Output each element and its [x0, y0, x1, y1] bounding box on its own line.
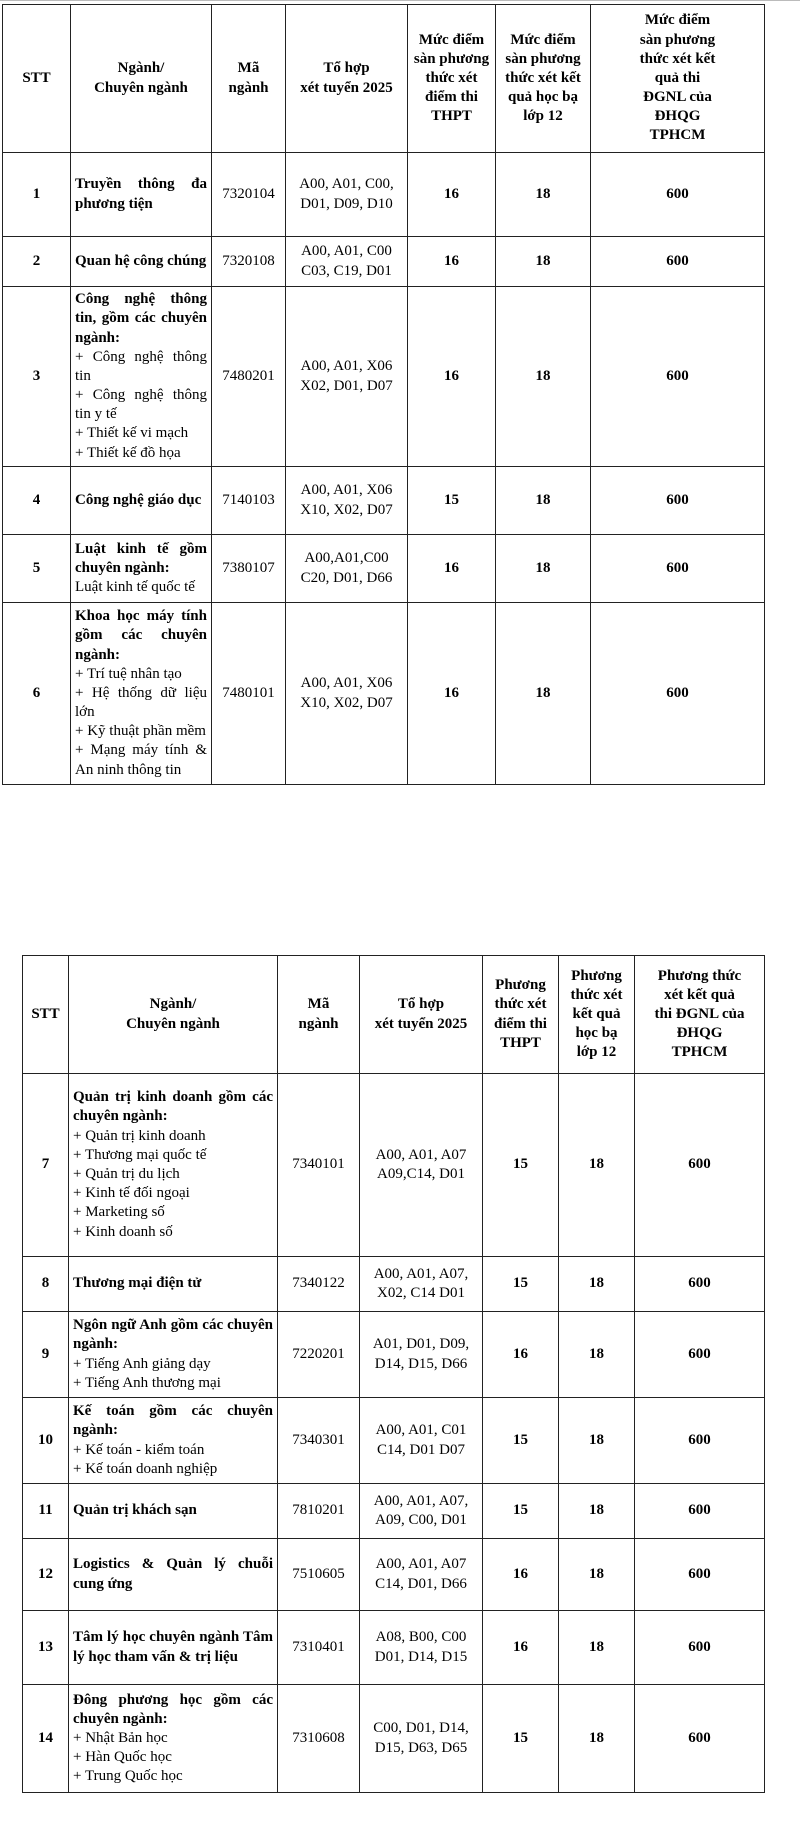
score-thpt: 15 — [483, 1484, 559, 1539]
specialization-item: Luật kinh tế quốc tế — [75, 579, 195, 596]
score-dgnl: 600 — [591, 535, 765, 603]
header-line: Ngành/ — [149, 996, 197, 1013]
combination-line: A00, A01, A07 — [375, 1556, 467, 1573]
header-line: học bạ — [575, 1025, 618, 1042]
row-number: 2 — [3, 237, 71, 287]
score-hocba: 18 — [559, 1074, 635, 1257]
header-line: Mức điểm — [418, 31, 485, 48]
header-major — [71, 5, 212, 153]
specialization-item: + Công nghệ thông tin — [75, 348, 207, 384]
major-code: 7140103 — [212, 467, 286, 535]
major-title: Ngôn ngữ Anh gồm các chuyên ngành: — [73, 1317, 273, 1353]
header-line: ĐHQG — [676, 1025, 723, 1042]
major-name-cell — [69, 1074, 278, 1257]
table-header-row — [23, 956, 765, 1074]
row-number: 9 — [23, 1312, 69, 1398]
specialization-item: + Kế toán - kiểm toán — [73, 1441, 205, 1458]
header-code — [278, 956, 360, 1074]
score-thpt: 15 — [408, 467, 496, 535]
major-name-cell — [69, 1484, 278, 1539]
header-stt: STT — [3, 5, 71, 153]
score-dgnl: 600 — [635, 1074, 765, 1257]
header-line: Phương — [571, 967, 622, 984]
combination-line: X10, X02, D07 — [300, 501, 393, 518]
header-line: Ngành/ — [117, 60, 165, 77]
major-code: 7480101 — [212, 603, 286, 785]
score-hocba: 18 — [496, 467, 591, 535]
score-hocba: 18 — [496, 287, 591, 467]
combination-line: A00, A01, X06 — [300, 358, 393, 375]
major-title: Đông phương học gồm các chuyên ngành: — [73, 1691, 273, 1727]
specialization-item: + Tiếng Anh thương mại — [73, 1374, 221, 1391]
table-header-row — [3, 5, 765, 153]
major-name-cell — [71, 535, 212, 603]
major-name-cell — [71, 153, 212, 237]
row-number: 6 — [3, 603, 71, 785]
table-row — [23, 1484, 765, 1539]
major-title: Kế toán gồm các chuyên ngành: — [73, 1403, 273, 1439]
header-line: thức xét — [570, 986, 623, 1003]
major-title: Truyền thông đa phương tiện — [75, 176, 207, 212]
header-line: Phương — [495, 977, 546, 994]
header-line: điểm thi — [425, 89, 478, 106]
specialization-item: + Kinh doanh số — [73, 1223, 173, 1240]
header-dgnl — [591, 5, 765, 153]
score-hocba: 18 — [559, 1398, 635, 1484]
header-line: TPHCM — [671, 1044, 728, 1061]
major-code: 7510605 — [278, 1539, 360, 1611]
major-code: 7320104 — [212, 153, 286, 237]
score-hocba: 18 — [496, 535, 591, 603]
combination-line: A08, B00, C00 — [375, 1629, 467, 1646]
header-major — [69, 956, 278, 1074]
subject-combination — [360, 1685, 483, 1793]
combination-line: A09,C14, D01 — [377, 1166, 465, 1182]
subject-combination — [360, 1312, 483, 1398]
table-row — [3, 467, 765, 535]
specialization-item: + Quản trị kinh doanh — [73, 1127, 206, 1144]
combination-line: X02, D01, D07 — [300, 377, 393, 394]
score-hocba: 18 — [559, 1539, 635, 1611]
header-line: Tổ hợp — [323, 60, 370, 77]
combination-line: D15, D63, D65 — [374, 1739, 468, 1756]
combination-line: C20, D01, D66 — [300, 569, 393, 586]
subject-combination — [360, 1074, 483, 1257]
specialization-item: + Trung Quốc học — [73, 1768, 183, 1785]
table-row — [3, 603, 765, 785]
score-thpt: 15 — [483, 1398, 559, 1484]
score-dgnl: 600 — [635, 1685, 765, 1793]
row-number: 4 — [3, 467, 71, 535]
header-dgnl — [635, 956, 765, 1074]
score-thpt: 16 — [408, 535, 496, 603]
specialization-item: + Tiếng Anh giảng dạy — [73, 1355, 211, 1372]
header-combo — [286, 5, 408, 153]
score-hocba: 18 — [559, 1312, 635, 1398]
combination-line: D01, D14, D15 — [374, 1648, 468, 1665]
table-row — [23, 1257, 765, 1312]
score-dgnl: 600 — [591, 237, 765, 287]
subject-combination — [286, 153, 408, 237]
header-line: thức xét kết — [639, 50, 716, 67]
header-line: thức xét — [425, 69, 478, 86]
score-dgnl: 600 — [591, 603, 765, 785]
table-row — [3, 287, 765, 467]
combination-line: A00, A01, C01 — [375, 1422, 467, 1439]
score-hocba: 18 — [496, 603, 591, 785]
row-number: 11 — [23, 1484, 69, 1539]
combination-line: X02, C14 D01 — [377, 1285, 465, 1301]
header-code: Mã ngành — [212, 5, 286, 153]
header-line: thức xét — [494, 996, 547, 1013]
specialization-item: + Hệ thống dữ liệu lớn — [75, 684, 207, 721]
major-title: Công nghệ giáo dục — [75, 491, 202, 508]
combination-line: A00,A01,C00 — [304, 550, 389, 567]
major-code: 7320108 — [212, 237, 286, 287]
subject-combination — [360, 1257, 483, 1312]
score-thpt: 15 — [483, 1257, 559, 1312]
table-row — [3, 153, 765, 237]
header-stt: STT — [23, 956, 69, 1074]
major-code: 7810201 — [278, 1484, 360, 1539]
specialization-item: + Kỹ thuật phần mềm — [75, 723, 206, 740]
combination-line: D14, D15, D66 — [374, 1355, 468, 1372]
score-hocba: 18 — [559, 1484, 635, 1539]
major-name-cell — [69, 1312, 278, 1398]
score-dgnl: 600 — [635, 1611, 765, 1685]
row-number: 1 — [3, 153, 71, 237]
score-dgnl: 600 — [635, 1484, 765, 1539]
combination-line: D01, D09, D10 — [300, 195, 393, 212]
combination-line: C14, D01, D66 — [375, 1575, 467, 1592]
score-hocba: 18 — [496, 237, 591, 287]
header-line: thi ĐGNL của — [654, 1005, 745, 1022]
admission-score-table-1 — [2, 4, 765, 785]
subject-combination — [360, 1398, 483, 1484]
major-code: 7480201 — [212, 287, 286, 467]
major-title: Luật kinh tế gồm chuyên ngành: — [75, 540, 207, 576]
specialization-item: + Kinh tế đối ngoại — [73, 1185, 190, 1202]
subject-combination — [286, 535, 408, 603]
header-line: sàn phương — [505, 50, 581, 67]
score-hocba: 18 — [559, 1257, 635, 1312]
header-line: sàn phương — [639, 31, 716, 48]
major-code: 7340301 — [278, 1398, 360, 1484]
specialization-item: + Hàn Quốc học — [73, 1749, 172, 1766]
combination-line: A09, C00, D01 — [375, 1512, 467, 1528]
specialization-item: + Trí tuệ nhân tạo — [75, 665, 182, 682]
header-thpt — [483, 956, 559, 1074]
score-dgnl: 600 — [635, 1312, 765, 1398]
specialization-item: + Nhật Bản học — [73, 1729, 168, 1746]
combination-line: A00, A01, A07, — [373, 1492, 469, 1509]
score-thpt: 16 — [408, 237, 496, 287]
score-dgnl: 600 — [635, 1398, 765, 1484]
score-thpt: 16 — [408, 603, 496, 785]
score-thpt: 16 — [408, 153, 496, 237]
header-line: THPT — [500, 1034, 541, 1051]
specialization-item: + Kế toán doanh nghiệp — [73, 1460, 218, 1477]
page-top-edge — [0, 0, 800, 1]
header-line: kết quả — [572, 1005, 621, 1022]
header-line: ngành — [298, 1015, 339, 1032]
score-dgnl: 600 — [591, 467, 765, 535]
combination-line: C03, C19, D01 — [301, 262, 392, 279]
table-row — [23, 1685, 765, 1793]
header-line: quả thi — [654, 69, 701, 86]
header-line: quả học bạ — [507, 89, 579, 106]
header-line: xét tuyển 2025 — [374, 1015, 468, 1032]
major-title: Quản trị kinh doanh gồm các chuyên ngành: — [73, 1089, 273, 1125]
major-name-cell — [71, 237, 212, 287]
major-title: Quan hệ công chúng — [75, 252, 207, 269]
major-title: Thương mại điện tử — [73, 1275, 202, 1292]
header-line: ĐGNL của — [643, 89, 712, 106]
specialization-item: + Quản trị du lịch — [73, 1166, 180, 1182]
header-hocba — [496, 5, 591, 153]
combination-line: A00, A01, X06 — [300, 482, 393, 499]
row-number: 13 — [23, 1611, 69, 1685]
header-line: điểm thi — [494, 1015, 547, 1032]
row-number: 3 — [3, 287, 71, 467]
header-line: thức xét kết — [505, 69, 581, 86]
row-number: 12 — [23, 1539, 69, 1611]
major-name-cell — [71, 603, 212, 785]
row-number: 8 — [23, 1257, 69, 1312]
major-code: 7340122 — [278, 1257, 360, 1312]
subject-combination — [286, 603, 408, 785]
header-thpt — [408, 5, 496, 153]
row-number: 7 — [23, 1074, 69, 1257]
header-line: Mã — [307, 996, 330, 1013]
major-name-cell — [71, 287, 212, 467]
header-line: Chuyên ngành — [126, 1015, 220, 1032]
header-combo — [360, 956, 483, 1074]
header-line: xét tuyển 2025 — [300, 79, 393, 96]
combination-line: C14, D01 D07 — [377, 1441, 465, 1458]
score-thpt: 16 — [483, 1611, 559, 1685]
subject-combination — [286, 467, 408, 535]
score-thpt: 16 — [483, 1539, 559, 1611]
header-line: sàn phương — [413, 50, 490, 67]
major-code: 7380107 — [212, 535, 286, 603]
subject-combination — [360, 1484, 483, 1539]
major-code: 7340101 — [278, 1074, 360, 1257]
major-name-cell — [69, 1539, 278, 1611]
score-dgnl: 600 — [635, 1257, 765, 1312]
combination-line: A00, A01, C00, — [299, 176, 394, 193]
major-name-cell — [69, 1257, 278, 1312]
header-line: TPHCM — [649, 127, 706, 144]
subject-combination — [360, 1539, 483, 1611]
header-hocba — [559, 956, 635, 1074]
major-name-cell — [69, 1398, 278, 1484]
score-hocba: 18 — [496, 153, 591, 237]
header-line: Tổ hợp — [397, 996, 445, 1013]
major-title: Quản trị khách sạn — [73, 1502, 197, 1519]
table-row — [3, 535, 765, 603]
major-code: 7310401 — [278, 1611, 360, 1685]
specialization-item: + Thương mại quốc tế — [73, 1146, 207, 1163]
table-row — [23, 1539, 765, 1611]
header-line: Phương thức — [657, 967, 742, 984]
table-row — [23, 1074, 765, 1257]
score-dgnl: 600 — [591, 287, 765, 467]
major-name-cell — [71, 467, 212, 535]
table-row — [23, 1398, 765, 1484]
major-code: 7310608 — [278, 1685, 360, 1793]
header-line: xét kết quả — [664, 986, 735, 1003]
combination-line: A00, A01, C00 — [301, 243, 392, 260]
score-dgnl: 600 — [591, 153, 765, 237]
score-hocba: 18 — [559, 1611, 635, 1685]
score-thpt: 15 — [483, 1685, 559, 1793]
table-row — [23, 1611, 765, 1685]
major-title: Khoa học máy tính gồm các chuyên ngành: — [75, 608, 207, 663]
combination-line: X10, X02, D07 — [300, 694, 393, 711]
combination-line: C00, D01, D14, — [373, 1720, 469, 1737]
major-code: 7220201 — [278, 1312, 360, 1398]
header-line: THPT — [431, 108, 472, 125]
header-line: Chuyên ngành — [94, 79, 188, 96]
specialization-item: + Công nghệ thông tin y tế — [75, 387, 207, 423]
major-name-cell — [69, 1611, 278, 1685]
score-hocba: 18 — [559, 1685, 635, 1793]
subject-combination — [286, 237, 408, 287]
row-number: 14 — [23, 1685, 69, 1793]
admission-score-table-2 — [22, 955, 765, 1793]
header-line: ĐHQG — [654, 108, 701, 125]
score-thpt: 16 — [483, 1312, 559, 1398]
subject-combination — [360, 1611, 483, 1685]
combination-line: A01, D01, D09, — [372, 1336, 470, 1353]
row-number: 10 — [23, 1398, 69, 1484]
specialization-item: + Thiết kế vi mạch — [75, 425, 189, 442]
combination-line: A00, A01, A07, — [373, 1265, 469, 1282]
header-line: Mức điểm — [510, 31, 576, 48]
combination-line: A00, A01, X06 — [300, 675, 393, 692]
header-line: Mức điểm — [644, 12, 711, 29]
header-line: lớp 12 — [523, 108, 563, 125]
score-thpt: 15 — [483, 1074, 559, 1257]
table-row — [23, 1312, 765, 1398]
specialization-item: + Mạng máy tính & An ninh thông tin — [75, 742, 207, 778]
major-title: Tâm lý học chuyên ngành Tâm lý học tham vấn & trị liệu — [73, 1629, 273, 1665]
subject-combination — [286, 287, 408, 467]
specialization-item: + Thiết kế đồ họa — [75, 444, 181, 461]
major-name-cell — [69, 1685, 278, 1793]
score-thpt: 16 — [408, 287, 496, 467]
table-row — [3, 237, 765, 287]
combination-line: A00, A01, A07 — [375, 1146, 467, 1163]
major-title: Công nghệ thông tin, gồm các chuyên ngành: — [75, 291, 207, 346]
major-title: Logistics & Quản lý chuỗi cung ứng — [73, 1556, 273, 1592]
specialization-item: + Marketing số — [73, 1204, 165, 1221]
row-number: 5 — [3, 535, 71, 603]
header-line: lớp 12 — [576, 1044, 617, 1061]
score-dgnl: 600 — [635, 1539, 765, 1611]
